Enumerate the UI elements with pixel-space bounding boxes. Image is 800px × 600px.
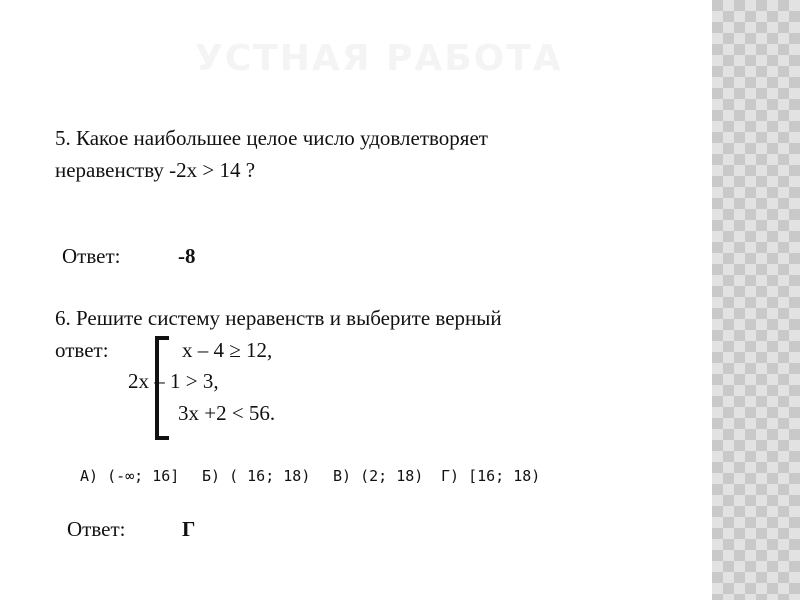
option-a: А) (-∞; 16] xyxy=(80,467,180,485)
decorative-side-pattern xyxy=(712,0,800,600)
option-v: В) (2; 18) xyxy=(333,467,424,485)
option-b: Б) ( 16; 18) xyxy=(202,467,311,485)
question-6-line-2: ответ: xyxy=(55,338,109,362)
answer-5-value: -8 xyxy=(178,244,196,268)
answer-6-label: Ответ: xyxy=(67,517,126,541)
slide-title: УСТНАЯ РАБОТА xyxy=(195,38,563,79)
answer-5-label: Ответ: xyxy=(62,244,121,268)
option-g: Г) [16; 18) xyxy=(441,467,541,485)
question-6-line-1: 6. Решите систему неравенств и выберите верный xyxy=(55,306,502,330)
answer-6-value: Г xyxy=(182,517,196,541)
question-5-line-1: 5. Какое наибольшее целое число удовлетворяет xyxy=(55,126,488,150)
inequality-2: 2x – 1 > 3, xyxy=(128,369,219,393)
inequality-1: x – 4 ≥ 12, xyxy=(182,338,273,362)
question-5-line-2: неравенству -2x > 14 ? xyxy=(55,158,256,182)
inequality-3: 3x +2 < 56. xyxy=(178,401,276,425)
